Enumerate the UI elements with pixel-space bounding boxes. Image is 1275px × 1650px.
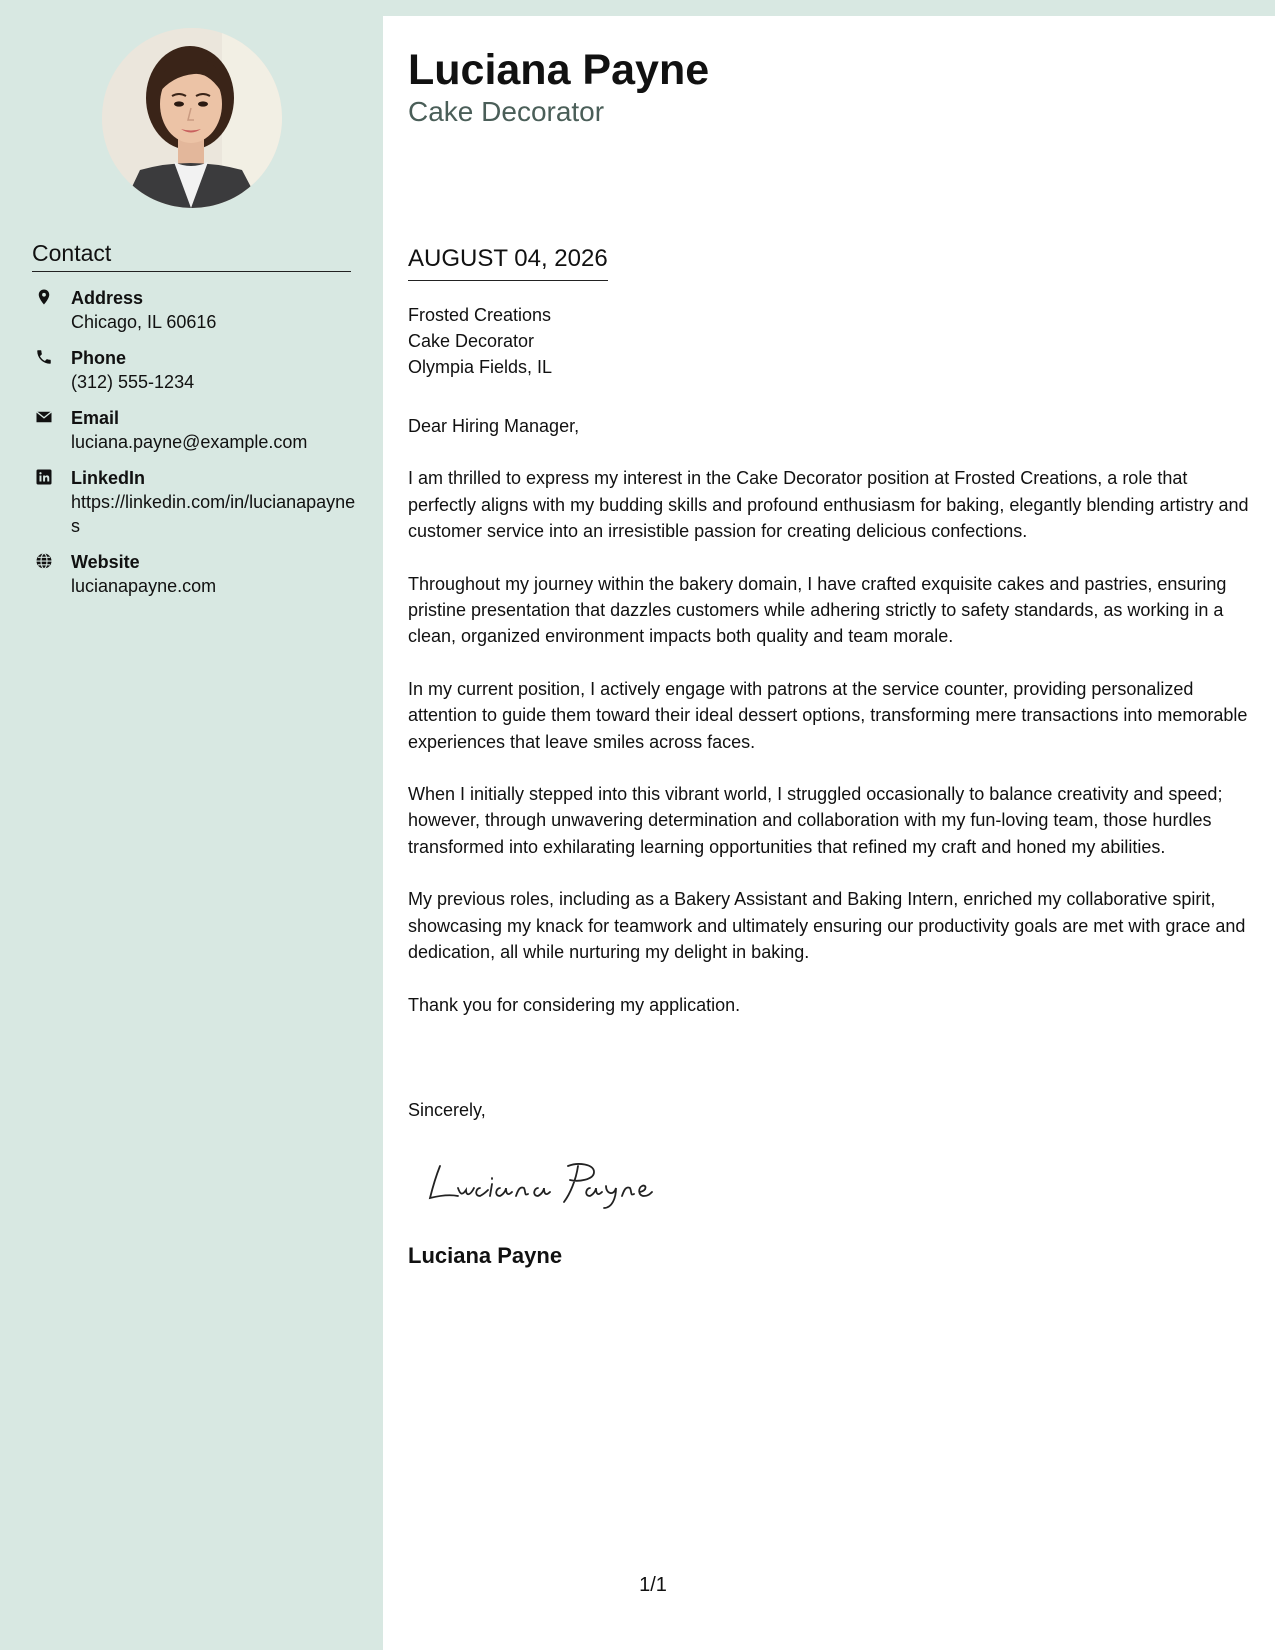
recipient-location: Olympia Fields, IL xyxy=(408,357,553,377)
recipient-position: Cake Decorator xyxy=(408,331,535,351)
letter-page xyxy=(383,16,1275,1650)
contact-list xyxy=(32,286,362,610)
map-pin-icon xyxy=(35,288,53,306)
paragraph: In my current position, I actively engage with patrons at the service counter, providing personalized attention to guide them toward their ideal dessert options, transforming mere transactions into memorable experiences that leave smiles across faces. xyxy=(408,678,1248,752)
email-link[interactable]: luciana.payne@example.com xyxy=(71,432,308,452)
contact-label: Website xyxy=(71,552,140,572)
recipient-block xyxy=(408,302,1238,380)
salutation: Dear Hiring Manager, xyxy=(408,416,580,436)
contact-label: Address xyxy=(71,288,144,308)
contact-label: LinkedIn xyxy=(71,468,146,488)
contact-value: (312) 555-1234 xyxy=(71,372,195,392)
signer-name: Luciana Payne xyxy=(408,1243,563,1268)
contact-item-website xyxy=(32,550,362,598)
paragraph: Throughout my journey within the bakery domain, I have crafted exquisite cakes and pastries, ensuring pristine presentation that dazzles customers while adhering strictly to safety standards, as working in a clean, organized environment impacts both quality and team morale. xyxy=(408,573,1227,647)
avatar xyxy=(102,28,282,208)
applicant-title: Cake Decorator xyxy=(408,96,605,127)
letter-date: AUGUST 04, 2026 xyxy=(408,244,608,281)
thanks-line: Thank you for considering my application. xyxy=(408,994,741,1015)
sidebar xyxy=(0,0,383,1650)
linkedin-icon xyxy=(35,468,53,486)
globe-icon xyxy=(35,552,53,570)
recipient-company: Frosted Creations xyxy=(408,305,552,325)
website-link[interactable]: lucianapayne.com xyxy=(71,576,217,596)
envelope-icon xyxy=(35,408,53,426)
contact-heading: Contact xyxy=(32,240,351,272)
letter-body xyxy=(408,413,1253,1044)
linkedin-link[interactable]: https://linkedin.com/in/lucianapaynes xyxy=(71,492,356,536)
contact-label: Email xyxy=(71,408,120,428)
contact-item-phone xyxy=(32,346,362,394)
contact-item-email xyxy=(32,406,362,454)
applicant-name: Luciana Payne xyxy=(408,46,710,94)
paragraph: I am thrilled to express my interest in the Cake Decorator position at Frosted Creations, a role that perfectly aligns with my budding skills and profound enthusiasm for baking, elegantly blending artistry and customer service into an irresistible passion for creating delicious confections. xyxy=(408,468,1249,542)
contact-item-linkedin xyxy=(32,466,362,538)
paragraph: My previous roles, including as a Bakery Assistant and Baking Intern, enriched my collaborative spirit, showcasing my knack for teamwork and ultimately ensuring our productivity goals are met with grace and dedication, all while nurturing my delight in baking. xyxy=(408,889,1246,963)
paragraph: When I initially stepped into this vibrant world, I struggled occasionally to balance creativity and speed; however, through unwavering determination and collaboration with my fun-loving team, those hurdles transformed into exhilarating learning opportunities that refined my craft and honed my abilities. xyxy=(408,784,1223,857)
contact-label: Phone xyxy=(71,348,127,368)
handwritten-signature xyxy=(418,1152,678,1212)
profile-photo xyxy=(102,28,282,208)
phone-icon xyxy=(35,348,53,366)
page-number: 1/1 xyxy=(639,1574,667,1596)
contact-item-address xyxy=(32,286,362,334)
closing: Sincerely, xyxy=(408,1100,486,1120)
contact-value: Chicago, IL 60616 xyxy=(71,312,217,332)
signature xyxy=(418,1152,678,1212)
